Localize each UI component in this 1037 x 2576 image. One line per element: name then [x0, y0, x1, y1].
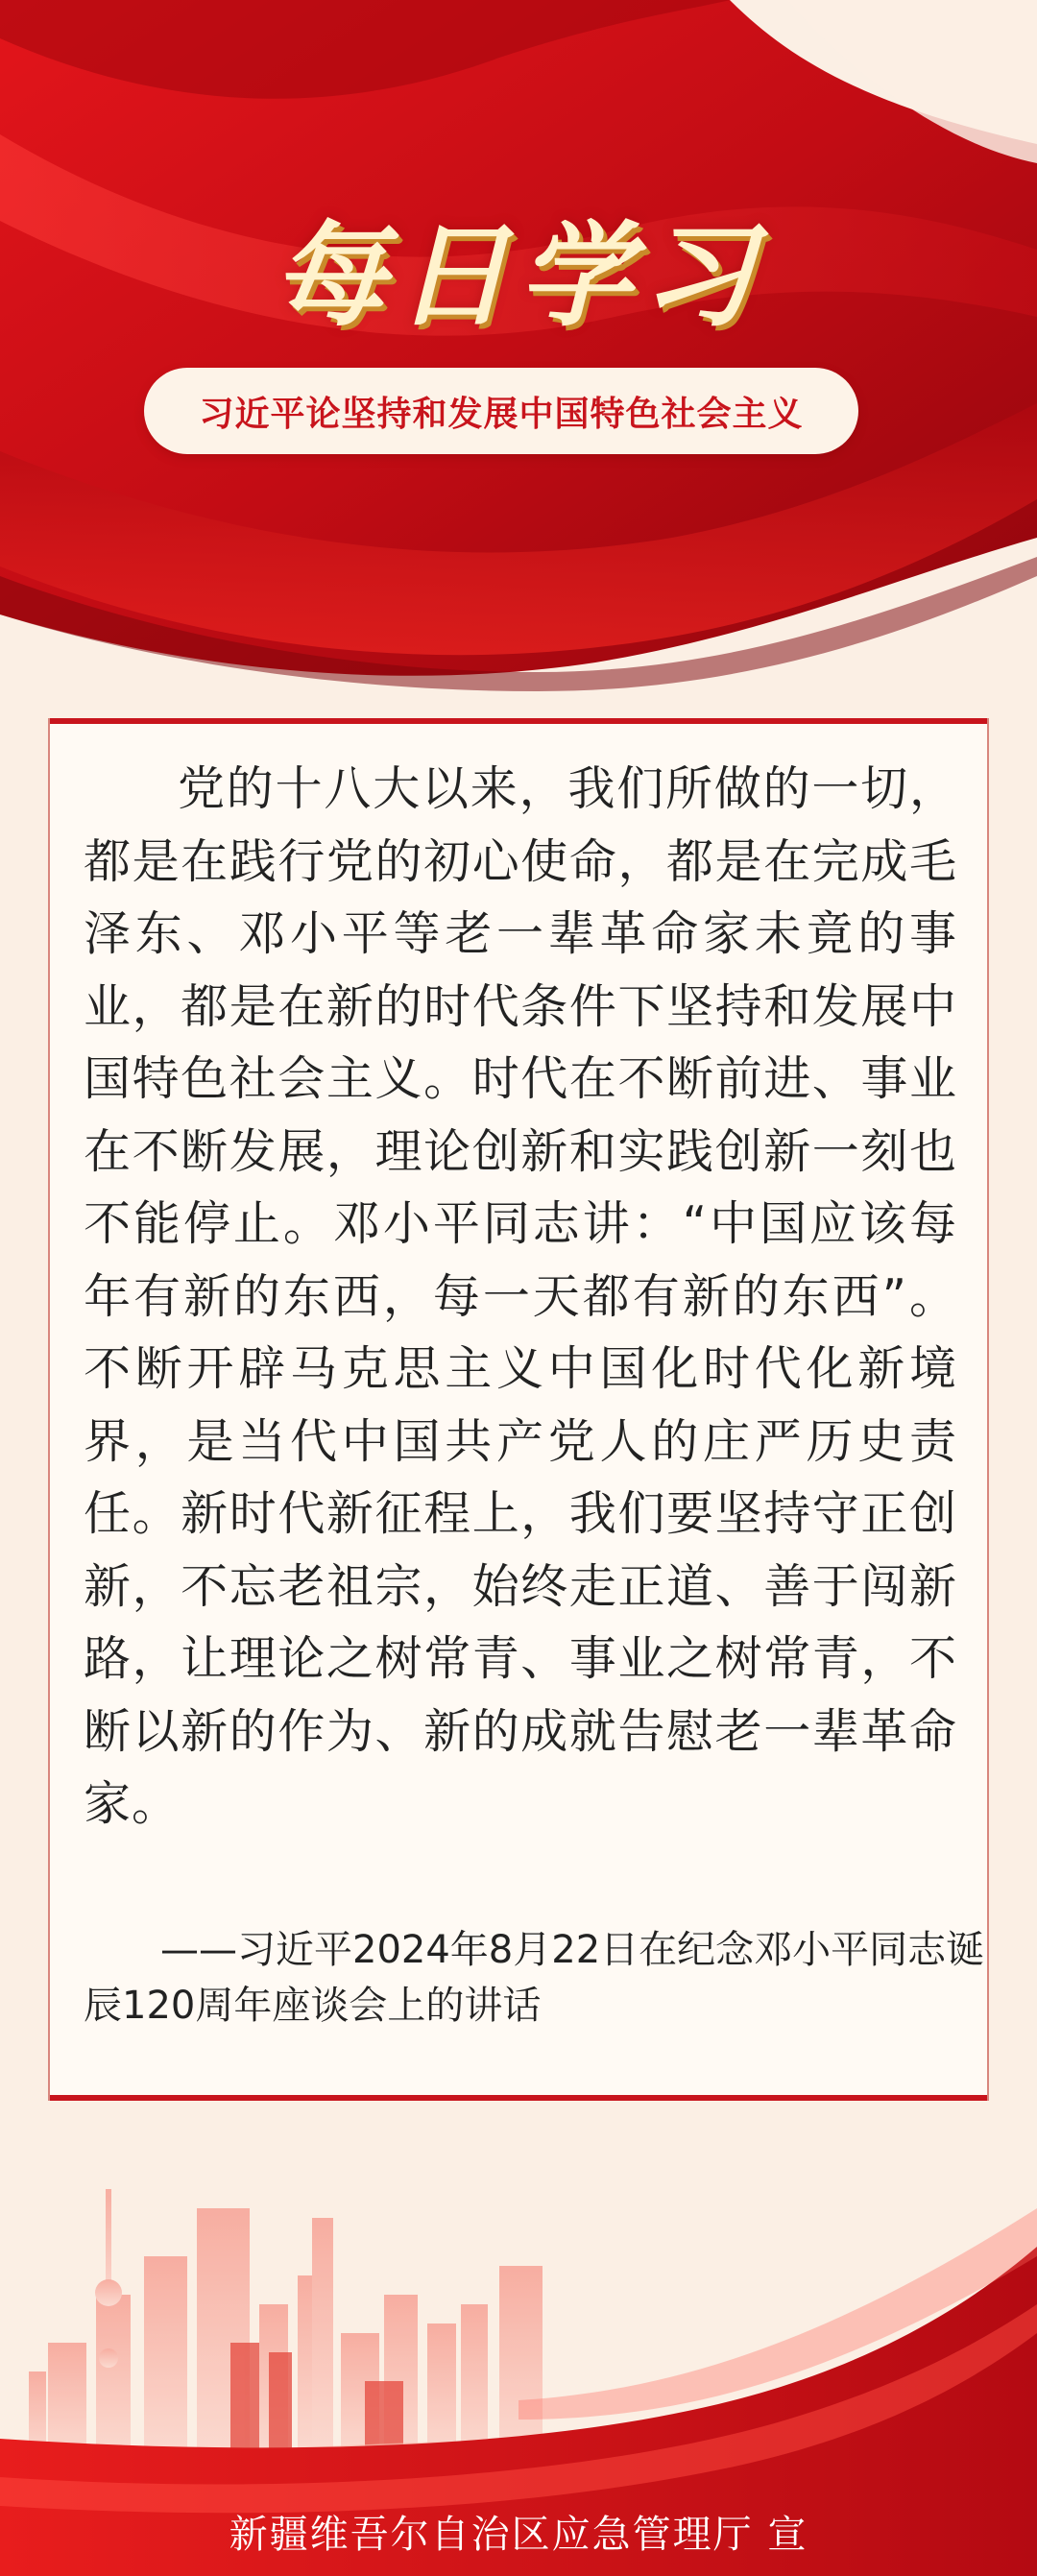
quote-source: ——习近平2024年8月22日在纪念邓小平同志诞辰120周年座谈会上的讲话	[84, 1928, 985, 2028]
header-banner	[0, 0, 1037, 691]
publisher-credit: 新疆维吾尔自治区应急管理厅 宣	[229, 2513, 808, 2557]
subtitle-pill	[144, 368, 858, 454]
footer-banner	[0, 2151, 1037, 2576]
card-bottom-border	[50, 2095, 987, 2101]
page-title: 每日学习	[272, 209, 764, 342]
card-top-border	[50, 718, 987, 724]
quote-card	[48, 718, 989, 2101]
subtitle-text: 习近平论坚持和发展中国特色社会主义	[199, 394, 804, 434]
quote-text: 党的十八大以来，我们所做的一切，都是在践行党的初心使命，都是在完成毛泽东、邓小平等老一辈革命家未竟的事业，都是在新的时代条件下坚持和发展中国特色社会主义。时代在不断前进、事业在不断发展，理论创新和实践创新一刻也不能停止。邓小平同志讲：“中国应该每年有新的东西，每一天都有新的东西”。不断开辟马克思主义中国化时代化新境界，是当代中国共产党人的庄严历史责任。新时代新征程上，我们要坚持守正创新，不忘老祖宗，始终走正道、善于闯新路，让理论之树常青、事业之树常青，不断以新的作为、新的成就告慰老一辈革命家。	[84, 761, 957, 1831]
